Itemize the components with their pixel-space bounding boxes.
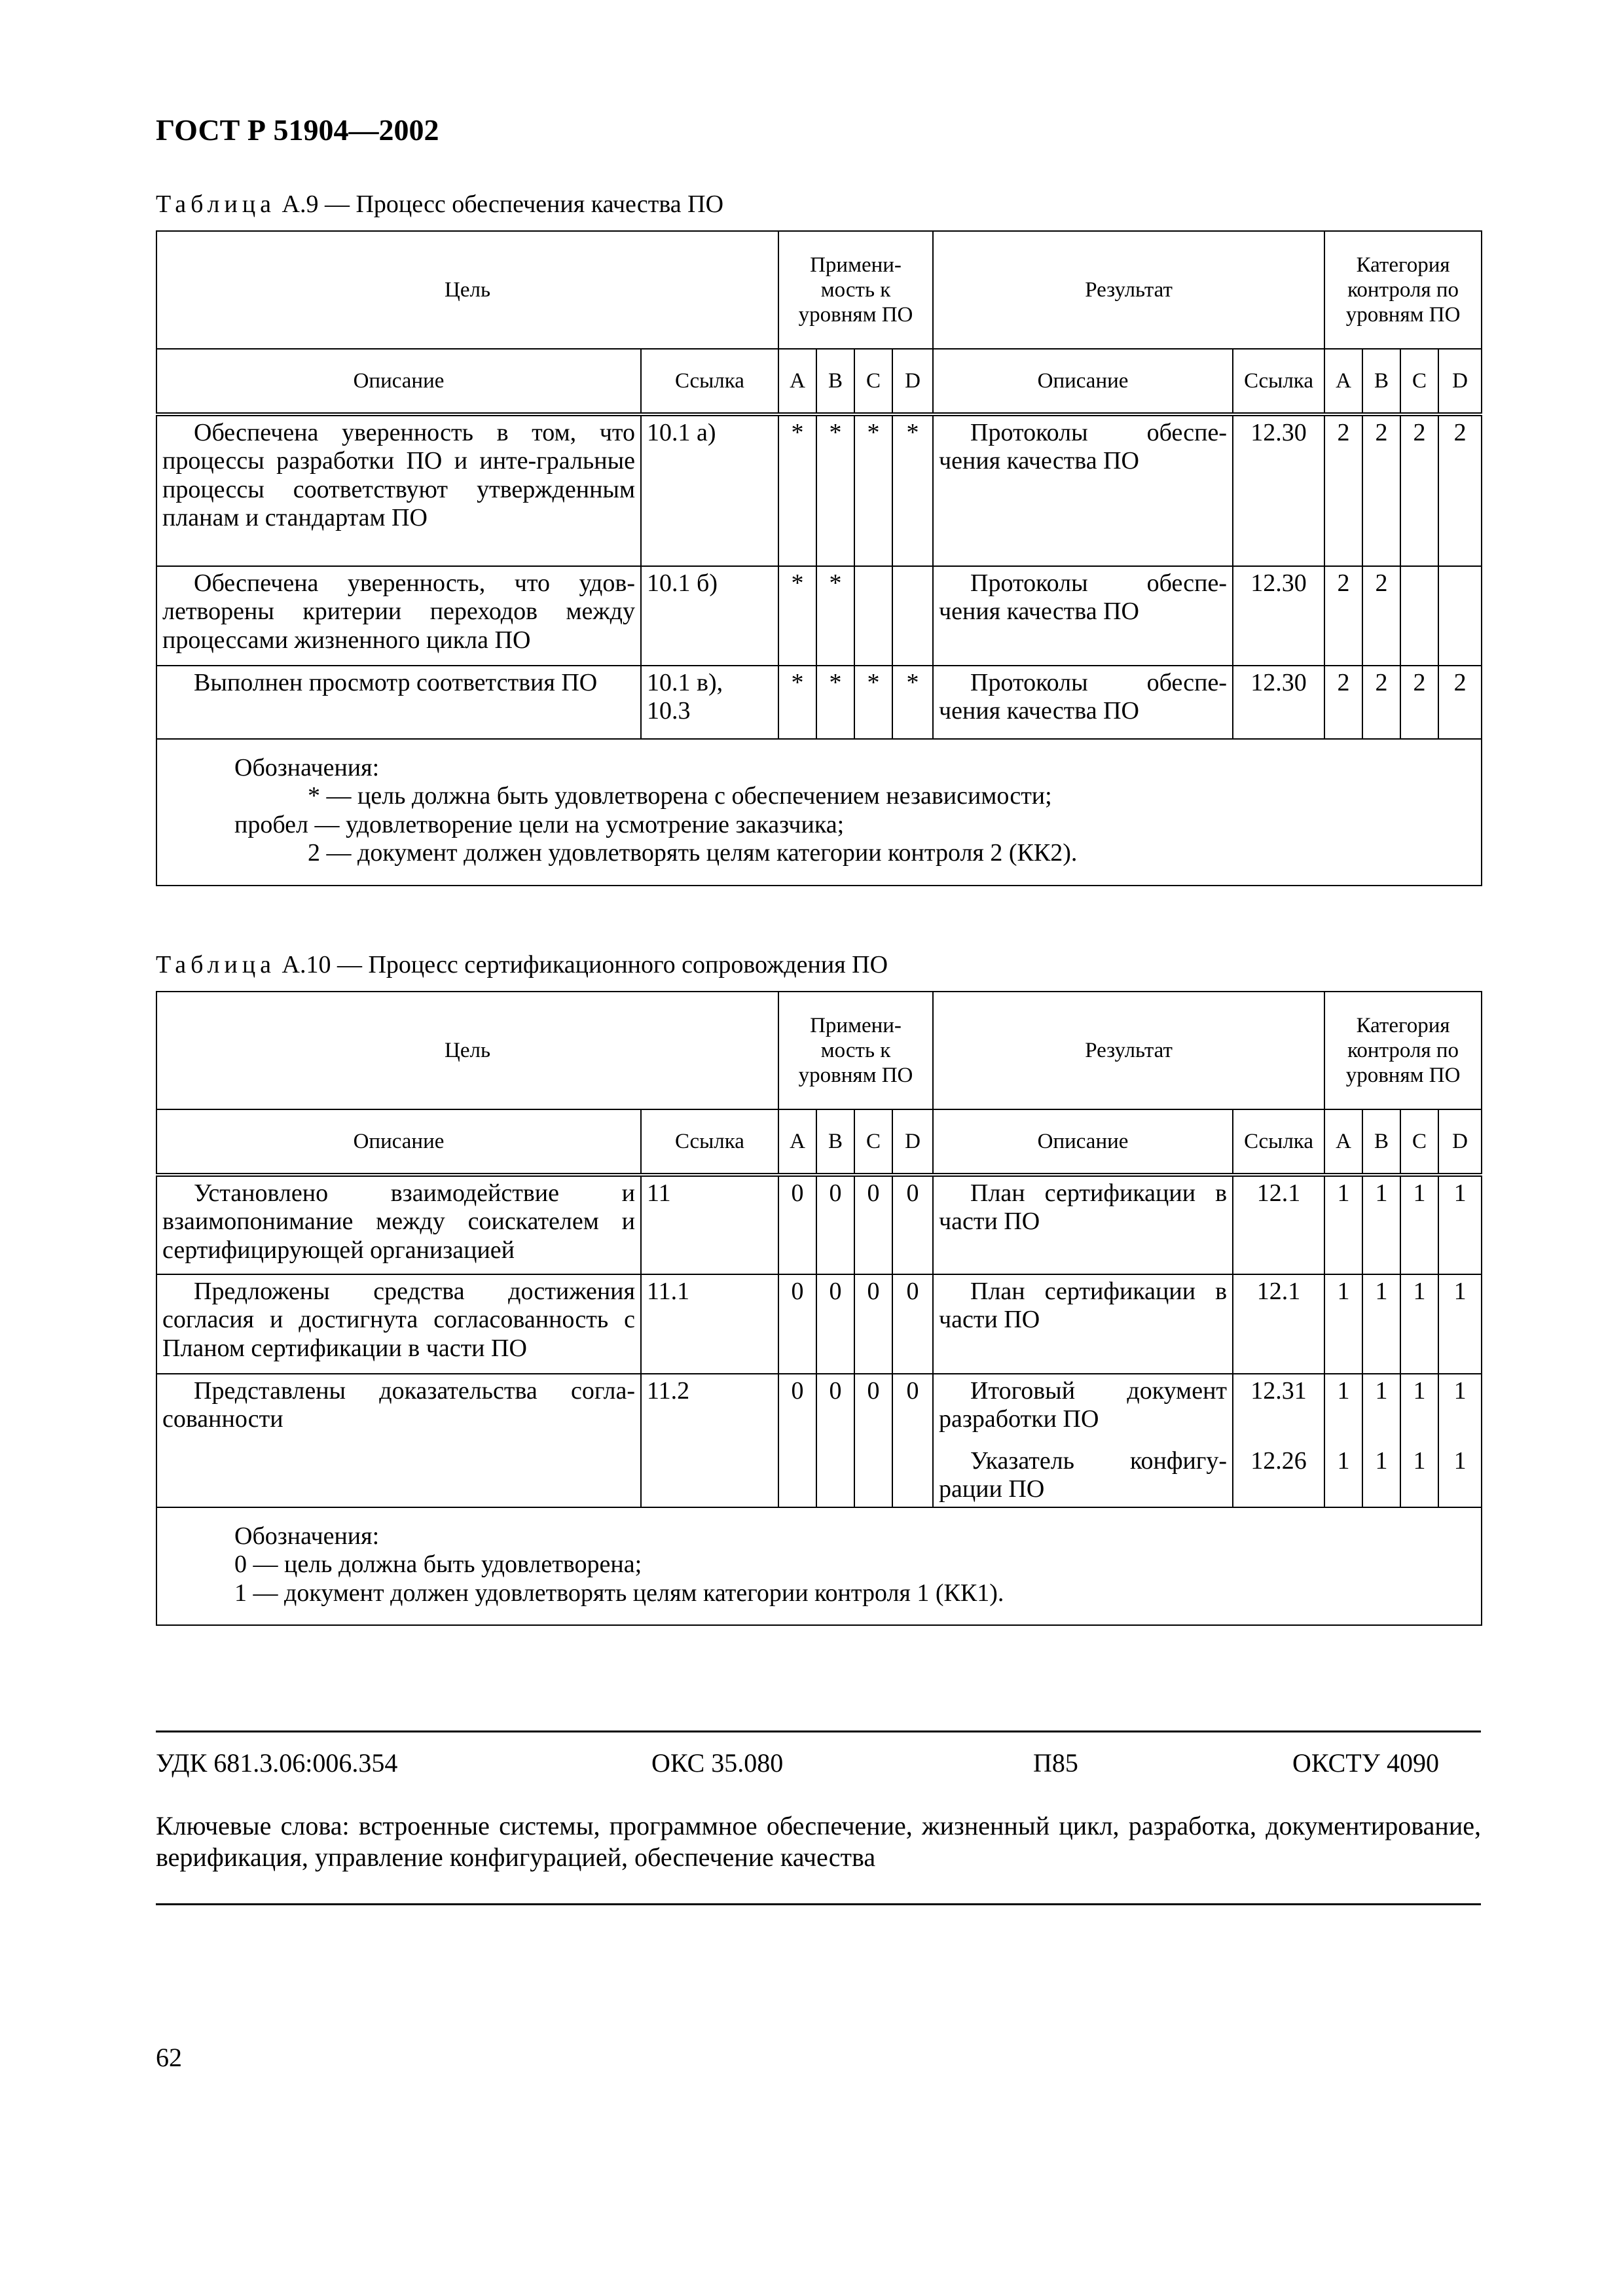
category-b: 1 [1362,1274,1400,1374]
goal-ref: 10.1 б) [641,566,778,666]
level-a: * [778,566,816,666]
level-c: * [854,414,892,566]
level-b: * [816,666,854,739]
result-ref: 12.1 [1233,1274,1324,1374]
level-b: 0 [816,1274,854,1374]
header-row [156,992,1482,1109]
goal-description [156,1175,641,1274]
result-ref: 12.1 [1233,1175,1324,1274]
category-b: 2 [1362,566,1400,666]
notes-row [156,739,1482,886]
category-c-header: C [1400,349,1438,414]
category-c [1400,566,1438,666]
note-item: * — цель должна быть удовлетворена с обеспечением независимости; [308,782,1052,810]
level-a: * [778,666,816,739]
result-text: План сертификации в части ПО [939,1179,1228,1236]
goal-ref: 11.1 [641,1274,778,1374]
caption-text: А.9 — Процесс обеспечения качества ПО [276,190,724,218]
result-description [933,1175,1233,1274]
note-item: пробел — удовлетворение цели на усмотрение заказчика; [234,810,845,838]
category-d: 1 [1438,1374,1482,1444]
table-a10 [156,991,1482,1626]
category-b: 1 [1362,1175,1400,1274]
level-a-header: A [778,349,816,414]
level-c: 0 [854,1274,892,1374]
table-notes [156,739,1482,886]
applicability-header [778,992,933,1109]
table-row [156,1274,1482,1374]
goal-description [156,414,641,566]
goal-ref: 11 [641,1175,778,1274]
note-item: 0 — цель должна быть удовлетворена; [234,1551,642,1579]
goal-description [156,566,641,666]
level-d [892,566,933,666]
applicability-header-line1: Примени- [810,253,902,277]
goal-description [156,1274,641,1374]
category-header-line3: уровням ПО [1345,303,1461,327]
goal-description [156,666,641,739]
category-b: 1 [1362,1374,1400,1444]
category-header [1324,992,1482,1109]
level-d-header: D [892,349,933,414]
level-a: * [778,414,816,566]
table-a9 [156,230,1482,886]
level-b: * [816,566,854,666]
caption-text: А.10 — Процесс сертификационного сопровождения ПО [276,951,888,978]
goal-ref: 11.2 [641,1374,778,1444]
result-ref: 12.30 [1233,414,1324,566]
level-d: 0 [892,1175,933,1274]
category-a: 2 [1324,414,1362,566]
level-c-header: C [854,349,892,414]
document-header: ГОСТ Р 51904—2002 [156,113,439,147]
table-row [156,414,1482,566]
subheader-row [156,1109,1482,1175]
level-c [854,566,892,666]
category-b: 2 [1362,414,1400,566]
table-row [156,1175,1482,1274]
level-b: 0 [816,1374,854,1444]
header-row [156,231,1482,349]
category-b-header: B [1362,1109,1400,1175]
applicability-header-line2: мость к [820,278,891,302]
goal-text: Предложены средства достижения согласия и достигнута согласованность с Планом сертификации в части ПО [162,1278,635,1362]
category-a-header: A [1324,349,1362,414]
level-a: 0 [778,1374,816,1444]
table-row [156,566,1482,666]
desc-header: Описание [156,1109,641,1175]
result-text: План сертификации в части ПО [939,1278,1228,1334]
category-c-header: C [1400,1109,1438,1175]
applicability-header-line1: Примени- [810,1013,902,1037]
level-b-header: B [816,1109,854,1175]
category-a: 1 [1324,1444,1362,1507]
subheader-row [156,349,1482,414]
level-b: 0 [816,1175,854,1274]
category-c: 1 [1400,1175,1438,1274]
caption-prefix: Таблица [156,951,276,978]
table-row [156,1444,1482,1507]
category-d [1438,566,1482,666]
applicability-header-line2: мость к [820,1038,891,1062]
goal-ref: 10.1 а) [641,414,778,566]
level-a-header: A [778,1109,816,1175]
category-c: 1 [1400,1274,1438,1374]
category-d-header: D [1438,1109,1482,1175]
level-b: * [816,414,854,566]
result-description [933,1274,1233,1374]
category-d-header: D [1438,349,1482,414]
level-d: * [892,666,933,739]
level-b-header: B [816,349,854,414]
result-desc-header: Описание [933,1109,1233,1175]
goal-header: Цель [156,231,778,349]
caption-prefix: Таблица [156,190,276,218]
category-b: 2 [1362,666,1400,739]
category-header-line2: контроля по [1347,1038,1459,1062]
goal-header: Цель [156,992,778,1109]
table-row [156,1374,1482,1444]
result-header: Результат [933,231,1324,349]
category-d: 1 [1438,1444,1482,1507]
table-a9-caption [156,190,723,219]
level-a: 0 [778,1175,816,1274]
level-d-header: D [892,1109,933,1175]
result-description [933,566,1233,666]
category-header-line1: Категория [1356,1013,1450,1037]
result-ref-header: Ссылка [1233,1109,1324,1175]
applicability-header-line3: уровням ПО [798,303,913,327]
goal-text: Выполнен просмотр соответствия ПО [194,669,598,696]
category-d: 1 [1438,1175,1482,1274]
goal-text: Установлено взаимодействие и взаимопонимание между соискателем и сертифицирующей организацией [162,1179,635,1264]
level-b [816,1444,854,1507]
level-c: 0 [854,1175,892,1274]
result-text: Протоколы обеспе-чения качества ПО [939,419,1228,475]
category-a: 1 [1324,1175,1362,1274]
result-text: Указатель конфигу-рации ПО [939,1447,1228,1503]
note-item: 1 — документ должен удовлетворять целям категории контроля 1 (КК1). [234,1579,1004,1607]
table-notes [156,1507,1482,1625]
category-c: 1 [1400,1444,1438,1507]
notes-row [156,1507,1482,1625]
ref-header: Ссылка [641,349,778,414]
goal-description [156,1374,641,1444]
category-d: 2 [1438,414,1482,566]
category-header-line3: уровням ПО [1345,1064,1461,1088]
result-description [933,666,1233,739]
result-description [933,414,1233,566]
level-c [854,1444,892,1507]
table-row [156,666,1482,739]
category-header [1324,231,1482,349]
result-description [933,1374,1233,1444]
result-ref: 12.31 [1233,1374,1324,1444]
oks-code: ОКС 35.080 [651,1748,784,1778]
category-a: 1 [1324,1374,1362,1444]
result-text: Протоколы обеспе-чения качества ПО [939,669,1228,725]
level-c: 0 [854,1374,892,1444]
category-d: 1 [1438,1274,1482,1374]
goal-text: Обеспечена уверенность, что удов-летворены критерии переходов между процессами жизненного цикла ПО [162,569,635,654]
category-a-header: A [1324,1109,1362,1175]
result-header: Результат [933,992,1324,1109]
ref-header: Ссылка [641,1109,778,1175]
okstu-code: ОКСТУ 4090 [1292,1748,1440,1778]
goal-ref [641,1444,778,1507]
result-text: Итоговый документ разработки ПО [939,1377,1228,1433]
result-desc-header: Описание [933,349,1233,414]
level-d: 0 [892,1374,933,1444]
result-ref: 12.26 [1233,1444,1324,1507]
p-code: П85 [1033,1748,1078,1778]
desc-header: Описание [156,349,641,414]
result-ref: 12.30 [1233,666,1324,739]
goal-text: Обеспечена уверенность в том, что процессы разработки ПО и инте-гральные процессы соответствуют утвержденным планам и стандартам ПО [162,419,635,531]
level-c-header: C [854,1109,892,1175]
category-header-line2: контроля по [1347,278,1459,302]
notes-title: Обозначения: [234,754,380,781]
level-d [892,1444,933,1507]
category-d: 2 [1438,666,1482,739]
notes-title: Обозначения: [234,1522,380,1550]
level-d: 0 [892,1274,933,1374]
level-a [778,1444,816,1507]
category-b-header: B [1362,349,1400,414]
category-b: 1 [1362,1444,1400,1507]
result-description [933,1444,1233,1507]
footer-divider-bottom [156,1903,1481,1905]
result-ref-header: Ссылка [1233,349,1324,414]
footer-divider-top [156,1731,1481,1732]
category-c: 2 [1400,414,1438,566]
goal-ref: 10.1 в), 10.3 [641,666,778,739]
category-a: 1 [1324,1274,1362,1374]
level-c: * [854,666,892,739]
category-c: 2 [1400,666,1438,739]
udk-code: УДК 681.3.06:006.354 [156,1748,398,1778]
table-a10-caption [156,950,888,979]
result-text: Протоколы обеспе-чения качества ПО [939,569,1228,626]
category-a: 2 [1324,566,1362,666]
page-number: 62 [156,2043,182,2072]
level-d: * [892,414,933,566]
category-a: 2 [1324,666,1362,739]
result-ref: 12.30 [1233,566,1324,666]
goal-description [156,1444,641,1507]
applicability-header-line3: уровням ПО [798,1064,913,1088]
level-a: 0 [778,1274,816,1374]
note-item: 2 — документ должен удовлетворять целям категории контроля 2 (КК2). [308,838,1078,867]
goal-text: Представлены доказательства согла-сованности [162,1377,635,1433]
keywords: Ключевые слова: встроенные системы, программное обеспечение, жизненный цикл, разработка, документирование, верификация, управление конфигурацией, обеспечение качества [156,1811,1481,1872]
applicability-header [778,231,933,349]
category-header-line1: Категория [1356,253,1450,277]
category-c: 1 [1400,1374,1438,1444]
